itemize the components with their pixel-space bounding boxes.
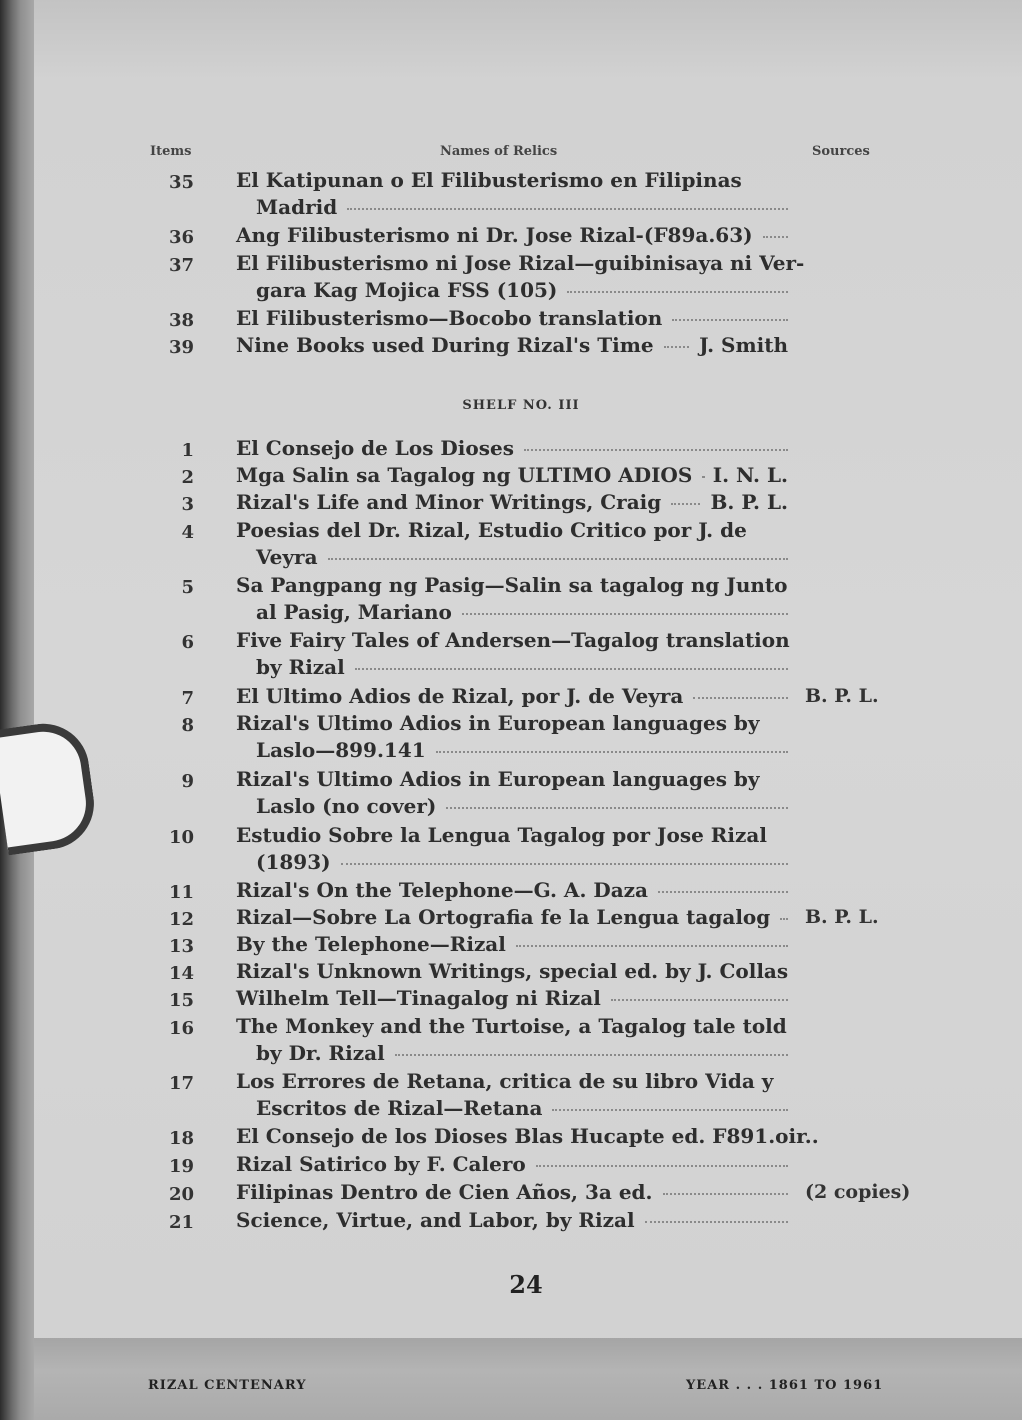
relic-name-line [236,823,788,847]
relic-name-text: Mga Salin sa Tagalog ng ULTIMO ADIOS [236,463,693,487]
item-number: 20 [168,1184,194,1205]
item-number: 1 [181,440,194,461]
item-number: 14 [168,963,194,984]
dot-leader [611,999,788,1001]
relic-name-line [236,1152,788,1176]
item-number: 39 [168,337,194,358]
inline-source: B. P. L. [710,490,788,514]
relic-name-text: Sa Pangpang ng Pasig—Salin sa tagalog ng Junto [236,573,788,597]
item-number: 18 [168,1128,194,1149]
page-number: 24 [509,1270,543,1299]
dot-leader [763,236,788,238]
relic-name-line [236,878,788,902]
relic-name-line [236,684,788,708]
relic-name-text: gara Kag Mojica FSS (105) [256,278,558,302]
item-number: 6 [181,632,194,653]
column-header-sources: Sources [812,144,870,159]
relic-name-text: by Rizal [256,655,345,679]
relic-name-line [256,278,788,302]
item-number: 38 [168,310,194,331]
relic-name-line [236,463,788,487]
item-number: 21 [168,1212,194,1233]
relic-name-line [256,655,788,679]
relic-name-text: Veyra [256,545,318,569]
relic-name-line [236,306,788,330]
item-number: 9 [181,771,194,792]
item-number: 5 [181,577,194,598]
dot-leader [671,503,700,505]
column-header-names: Names of Relics [440,144,558,159]
relic-name-text: Madrid [256,195,338,219]
item-number: 15 [168,990,194,1011]
relic-name-text: The Monkey and the Turtoise, a Tagalog tale told [236,1014,787,1038]
item-number: 2 [181,467,194,488]
relic-name-line [236,1124,819,1148]
dot-leader [395,1054,788,1056]
relic-name-line [236,333,788,357]
column-header-items: Items [150,144,192,159]
relic-name-line [236,628,788,652]
relic-name-text: El Filibusterismo ni Jose Rizal—guibinisaya ni Ver- [236,251,805,275]
item-number: 36 [168,227,194,248]
relic-source: B. P. L. [805,906,879,928]
relic-name-line [236,711,788,735]
relic-name-text: Wilhelm Tell—Tinagalog ni Rizal [236,986,601,1010]
relic-name-text: El Consejo de Los Dioses [236,436,514,460]
relic-name-line [256,195,788,219]
relic-name-text: El Ultimo Adios de Rizal, por J. de Veyra [236,684,684,708]
relic-name-line [236,1180,788,1204]
footer-years: YEAR . . . 1861 TO 1961 [686,1378,884,1393]
relic-name-text: Laslo (no cover) [256,794,437,818]
relic-name-text: Rizal Satirico by F. Calero [236,1152,526,1176]
dot-leader [693,697,788,699]
relic-name-line [236,1014,788,1038]
relic-name-text: El Filibusterismo—Bocobo translation [236,306,663,330]
item-number: 4 [181,522,194,543]
item-number: 16 [168,1018,194,1039]
relic-name-text: El Katipunan o El Filibusterismo en Filipinas [236,168,742,192]
relic-name-text: Ang Filibusterismo ni Dr. Jose Rizal-(F89a.63) [236,223,753,247]
relic-name-line [236,767,788,791]
relic-name-line [236,518,788,542]
relic-name-line [256,1096,788,1120]
relic-name-line [236,490,788,514]
relic-name-text: El Consejo de los Dioses Blas Hucapte ed. F891.oir.. [236,1124,819,1148]
relic-name-text: (1893) [256,850,331,874]
dot-leader [462,613,788,615]
dot-leader [328,558,788,560]
relic-name-line [236,905,788,929]
item-number: 35 [168,172,194,193]
item-number: 19 [168,1156,194,1177]
dot-leader [524,449,788,451]
relic-name-line [236,223,788,247]
relic-name-text: Rizal's Ultimo Adios in European languages by [236,767,760,791]
footer-title: RIZAL CENTENARY [148,1378,307,1393]
relic-name-text: Laslo—899.141 [256,738,426,762]
dot-leader [355,668,788,670]
dot-leader [664,346,690,348]
dot-leader [780,918,788,920]
relic-name-line [256,1041,788,1065]
inline-source: J. Smith [699,333,788,357]
relic-name-line [256,545,788,569]
relic-name-line [236,436,788,460]
item-number: 17 [168,1073,194,1094]
relic-name-text: Filipinas Dentro de Cien Años, 3a ed. [236,1180,653,1204]
relic-name-text: Escritos de Rizal—Retana [256,1096,543,1120]
dot-leader [645,1221,788,1223]
dot-leader [658,891,788,893]
relic-source: (2 copies) [805,1181,911,1203]
relic-name-text: by Dr. Rizal [256,1041,385,1065]
relic-name-text: By the Telephone—Rizal [236,932,506,956]
relic-name-line [256,850,788,874]
relic-name-line [236,1069,788,1093]
dot-leader [552,1109,788,1111]
book-spine [0,0,34,1420]
dot-leader [341,863,788,865]
relic-name-text: Rizal's Life and Minor Writings, Craig [236,490,662,514]
item-number: 8 [181,715,194,736]
relic-name-line [256,738,788,762]
relic-name-text: Poesias del Dr. Rizal, Estudio Critico por J. de [236,518,747,542]
dot-leader [347,208,788,210]
relic-name-line [236,932,788,956]
dot-leader [663,1193,789,1195]
item-number: 12 [168,909,194,930]
relic-name-text: Rizal's Unknown Writings, special ed. by J. Collas [236,959,789,983]
shelf-heading: SHELF NO. III [462,398,580,413]
relic-name-text: Nine Books used During Rizal's Time [236,333,654,357]
item-number: 13 [168,936,194,957]
dot-leader [536,1165,788,1167]
item-number: 10 [168,827,194,848]
dot-leader [567,291,788,293]
relic-name-text: Rizal—Sobre La Ortografia fe la Lengua tagalog [236,905,771,929]
item-number: 3 [181,494,194,515]
relic-name-text: Rizal's Ultimo Adios in European languages by [236,711,760,735]
dot-leader [672,319,788,321]
item-number: 7 [181,688,194,709]
relic-name-text: Rizal's On the Telephone—G. A. Daza [236,878,648,902]
relic-name-text: Five Fairy Tales of Andersen—Tagalog translation [236,628,790,652]
relic-name-line [236,1208,788,1232]
relic-name-line [236,168,788,192]
relic-name-text: al Pasig, Mariano [256,600,452,624]
relic-name-line [236,986,788,1010]
relic-name-text: Science, Virtue, and Labor, by Rizal [236,1208,635,1232]
relic-name-line [236,251,805,275]
relic-name-line [236,573,788,597]
relic-name-line [236,959,788,983]
relic-source: B. P. L. [805,685,879,707]
relic-name-line [256,794,788,818]
relic-name-line [256,600,788,624]
relic-name-text: Estudio Sobre la Lengua Tagalog por Jose Rizal [236,823,767,847]
dot-leader [436,751,788,753]
item-number: 37 [168,255,194,276]
inline-source: I. N. L. [712,463,788,487]
dot-leader [446,807,788,809]
relic-name-text: Los Errores de Retana, critica de su libro Vida y [236,1069,774,1093]
dot-leader [516,945,788,947]
item-number: 11 [168,882,194,903]
